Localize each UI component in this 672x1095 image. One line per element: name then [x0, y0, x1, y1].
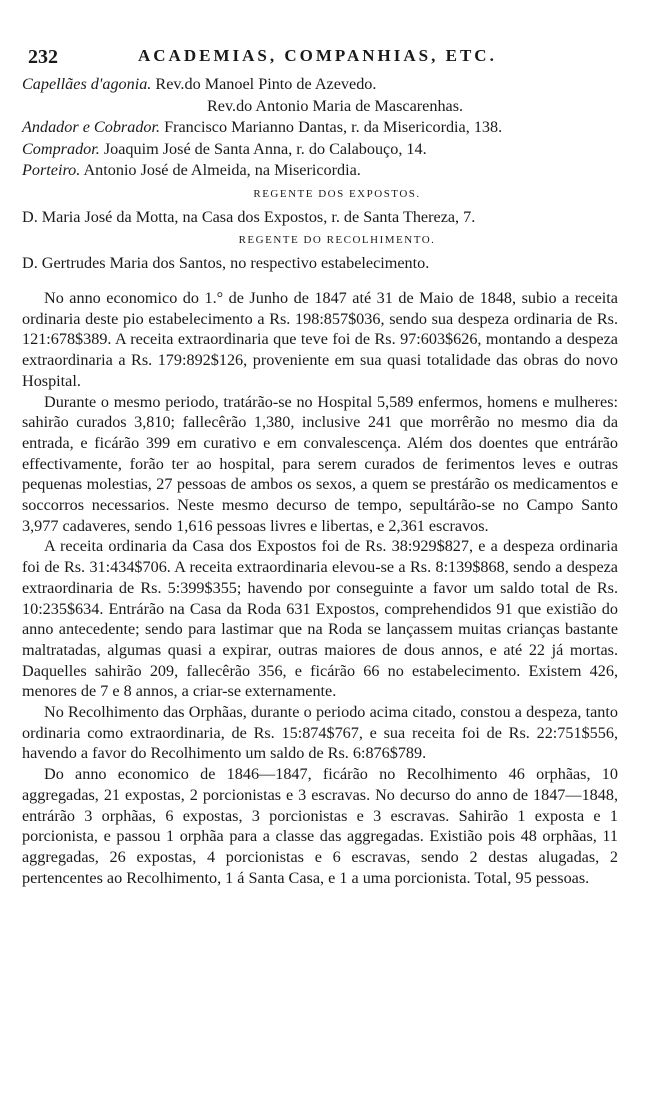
- paragraph-enfermos: Durante o mesmo periodo, tratárão-se no Hospital 5,589 enfermos, homens e mulheres: sahirão curados 3,810; fallecêrão 1,380, inclusive 241 que morrêrão no mesmo dia da entrada, e ficárão 399 em curativo e em convalescença. Além dos doentes que entrárão effectivamente, forão ter ao hospital, para serem curados de ferimentos leves e outras pequenas molestias, 27 pessoas de ambos os sexos, a quem se prestárão os medicamentos e soccorros necessarios. Neste mesmo decurso de tempo, sepultárão-se no Campo Santo 3,977 cadaveres, sendo 1,616 pessoas livres e libertas, e 2,361 escravos.: [22, 392, 618, 535]
- regente-recolhimento-entry: D. Gertrudes Maria dos Santos, no respectivo estabelecimento.: [22, 254, 430, 272]
- page-number: 232: [28, 46, 58, 68]
- staff-name: Francisco Marianno Dantas, r. da Misericordia, 138.: [164, 118, 503, 136]
- paragraph-casa-expostos: A receita ordinaria da Casa dos Expostos foi de Rs. 38:929$827, e a despeza ordinaria foi de Rs. 31:434$706. A receita extraordinaria elevou-se a Rs. 8:139$868, sendo a despeza extraordinaria de Rs. 5:399$355; havendo por conseguinte a favor um saldo total de Rs. 10:235$634. Entrárão na Casa da Roda 631 Expostos, comprehendidos 91 que existião do anno antecedente; sendo para lastimar que na Roda se lançassem muitas crianças bastante maltratadas, algumas quasi a expirar, outras maiores de dous annos, e até 22 já mortas. Daquelles sahirão 209, fallecêrão 356, e ficárão 66 no estabelecimento. Existem 426, menores de 7 e 8 annos, a criar-se externamente.: [22, 537, 618, 701]
- staff-list: [22, 74, 652, 275]
- section-heading-regente-expostos: REGENTE DOS EXPOSTOS.: [253, 187, 421, 200]
- staff-name: Joaquim José de Santa Anna, r. do Calabouço, 14.: [103, 139, 427, 158]
- running-title: ACADEMIAS, COMPANHIAS, ETC.: [138, 46, 497, 65]
- staff-role: Porteiro.: [22, 161, 81, 179]
- staff-entry: [22, 160, 652, 182]
- staff-name: Antonio José de Almeida, na Misericordia.: [83, 161, 361, 179]
- paragraph-recolhimento-orphaas: No Recolhimento das Orphãas, durante o periodo acima citado, constou a despeza, tanto ordinaria como extraordinaria, de Rs. 15:874$767, e sua receita foi de Rs. 22:751$556, havendo a favor do Recolhimento um saldo de Rs. 6:876$789.: [22, 703, 618, 763]
- staff-name: Rev.do Antonio Maria de Mascarenhas.: [207, 96, 464, 115]
- page-header: [28, 46, 648, 72]
- section-heading-regente-recolhimento: REGENTE DO RECOLHIMENTO.: [238, 234, 436, 246]
- paragraph-receita-hospital: No anno economico do 1.° de Junho de 1847 até 31 de Maio de 1848, subio a receita ordinaria deste pio estabelecimento a Rs. 198:857$036, sendo sua despeza ordinaria de Rs. 121:678$389. A receita extraordinaria que teve foi de Rs. 97:603$626, montando a despeza extraordinaria a Rs. 179:892$126, proveniente em sua quasi totalidade das obras do novo Hospital.: [22, 289, 618, 390]
- paragraph-movimento-recolhimento: Do anno economico de 1846—1847, ficárão no Recolhimento 46 orphãas, 10 aggregadas, 21 expostas, 2 porcionistas e 3 escravas. No decurso do anno de 1847—1848, entrárão 3 orphãas, 6 expostas, 3 porcionistas e 3 escravas. Sahirão 1 exposta e 1 porcionista, e passou 1 orphãa para a classe das aggregadas. Existião pois 48 orphãas, 11 aggregadas, 26 expostas, 4 porcionistas e 6 escravas, sendo 2 destas alugadas, 2 pertencentes ao Recolhimento, 1 á Santa Casa, e 1 a uma porcionista. Total, 95 pessoas.: [22, 765, 618, 887]
- staff-role: Comprador.: [22, 139, 100, 158]
- staff-name: Rev.do Manoel Pinto de Azevedo.: [155, 75, 377, 93]
- report-body: [22, 288, 618, 888]
- staff-entry: [22, 139, 652, 161]
- staff-role: Capellães d'agonia.: [22, 75, 152, 93]
- staff-entry: [22, 117, 652, 139]
- regente-expostos-entry: D. Maria José da Motta, na Casa dos Expostos, r. de Santa Thereza, 7.: [22, 207, 476, 226]
- staff-role: Andador e Cobrador.: [22, 118, 161, 136]
- staff-entry: [22, 96, 652, 118]
- staff-entry: [22, 74, 652, 96]
